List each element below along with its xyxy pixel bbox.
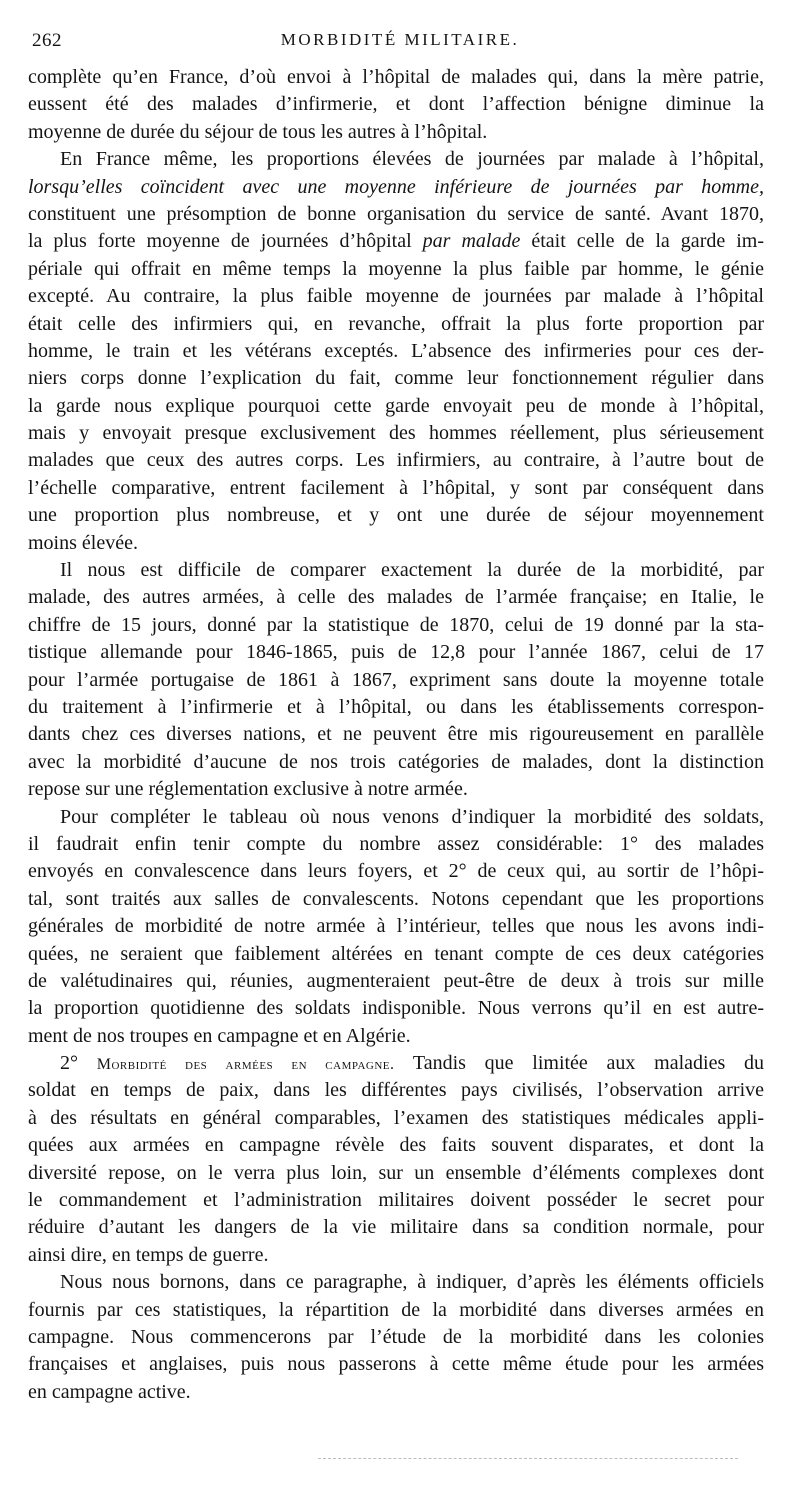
text-line: générales de morbidité de notre armée à l’intérieur, telles que nous les avons indi- xyxy=(28,915,764,938)
text-line: fournis par ces statistiques, la répartition de la morbidité dans diverses armées en xyxy=(28,1298,764,1321)
text-line: tistique allemande pour 1846-1865, puis de 12,8 pour l’année 1867, celui de 17 xyxy=(28,641,764,664)
footer-rule xyxy=(318,1458,738,1459)
text-line: françaises et anglaises, puis nous passerons à cette même étude pour les armées xyxy=(28,1353,764,1376)
text-line: Il nous est difficile de comparer exactement la durée de la morbidité, par xyxy=(60,559,764,582)
text-line: réduire d’autant les dangers de la vie militaire dans sa condition normale, pour xyxy=(28,1216,764,1239)
text-line: ainsi dire, en temps de guerre. xyxy=(28,1243,269,1266)
text-line: moins élevée. xyxy=(28,531,138,554)
text-line: malade, des autres armées, à celle des malades de l’armée française; en Italie, le xyxy=(28,586,764,609)
text-line: quées, ne seraient que faiblement altérées en tenant compte de ces deux catégories xyxy=(28,942,764,965)
text-line: de valétudinaires qui, réunies, augmenteraient peut-être de deux à trois sur mille xyxy=(28,969,764,992)
text-line: tal, sont traités aux salles de convalescents. Notons cependant que les proportions xyxy=(28,887,764,910)
text-line: à des résultats en général comparables, l’examen des statistiques médicales appli- xyxy=(28,1106,764,1129)
text-line: il faudrait enfin tenir compte du nombre assez considérable: 1° des malades xyxy=(28,832,764,855)
text-run: était celle de la garde im- xyxy=(520,230,764,253)
text-line: constituent une présomption de bonne organisation du service de santé. Avant 1870, xyxy=(28,202,764,225)
text-line: eussent été des malades d’infirmerie, et dont l’affection bénigne diminue la xyxy=(28,93,764,116)
page-number: 262 xyxy=(32,30,62,51)
text-line: soldat en temps de paix, dans les différentes pays civilisés, l’observation arrive xyxy=(28,1079,764,1102)
text-line: homme, le train et les vétérans exceptés. L’absence des infirmeries pour ces der- xyxy=(28,339,764,362)
text-line: moyenne de durée du séjour de tous les autres à l’hôpital. xyxy=(28,120,488,143)
running-title: MORBIDITÉ MILITAIRE. xyxy=(280,30,520,49)
text-line: la proportion quotidienne des soldats indisponible. Nous verrons qu’il en est autre- xyxy=(28,997,764,1020)
text-line: du traitement à l’infirmerie et à l’hôpital, ou dans les établissements correspon- xyxy=(28,695,764,718)
text-line: mais y envoyait presque exclusivement des hommes réellement, plus sérieusement xyxy=(28,422,764,445)
text-line: périale qui offrait en même temps la moyenne la plus faible par homme, le génie xyxy=(28,257,764,280)
text-line: pour l’armée portugaise de 1861 à 1867, expriment sans doute la moyenne totale xyxy=(28,668,764,691)
text-line: excepté. Au contraire, la plus faible moyenne de journées par malade à l’hôpital xyxy=(28,285,764,308)
section-heading: Morbidité des armées en campagne. xyxy=(96,1056,395,1074)
text-line: campagne. Nous commencerons par l’étude de la morbidité dans les colonies xyxy=(28,1325,764,1348)
text-line: En France même, les proportions élevées de journées par malade à l’hôpital, xyxy=(60,148,764,171)
text-line: l’échelle comparative, entrent facilement à l’hôpital, y sont par conséquent dans xyxy=(28,476,764,499)
text-line: lorsqu’elles coïncident avec une moyenne inférieure de journées par homme, xyxy=(28,175,764,198)
text-line: Pour compléter le tableau où nous venons d’indiquer la morbidité des soldats, xyxy=(60,805,764,828)
text-run: Tandis que limitée aux maladies du xyxy=(394,1052,764,1075)
text-line: était celle des infirmiers qui, en revanche, offrait la plus forte proportion par xyxy=(28,312,764,335)
text-run: 2° xyxy=(60,1052,97,1075)
text-line: Nous nous bornons, dans ce paragraphe, à indiquer, d’après les éléments officiels xyxy=(60,1271,764,1294)
body-text xyxy=(28,64,764,1406)
text-line: repose sur une réglementation exclusive à notre armée. xyxy=(28,778,468,801)
text-run: la plus forte moyenne de journées d’hôpital xyxy=(28,230,423,253)
text-line: ment de nos troupes en campagne et en Algérie. xyxy=(28,1024,411,1047)
text-line: diversité repose, on le verra plus loin, sur un ensemble d’éléments complexes dont xyxy=(28,1161,764,1184)
text-line: en campagne active. xyxy=(28,1380,191,1403)
text-line: quées aux armées en campagne révèle des faits souvent disparates, et dont la xyxy=(28,1134,764,1157)
text-line: avec la morbidité d’aucune de nos trois catégories de malades, dont la distinction xyxy=(28,750,764,773)
text-line: la garde nous explique pourquoi cette garde envoyait peu de monde à l’hôpital, xyxy=(28,394,764,417)
text-line: une proportion plus nombreuse, et y ont une durée de séjour moyennement xyxy=(28,504,764,527)
text-line: chiffre de 15 jours, donné par la statistique de 1870, celui de 19 donné par la sta- xyxy=(28,613,764,636)
text-line: niers corps donne l’explication du fait, comme leur fonctionnement régulier dans xyxy=(28,367,764,390)
page-header xyxy=(26,30,774,56)
emphasis: par malade xyxy=(422,230,521,253)
text-line: complète qu’en France, d’où envoi à l’hôpital de malades qui, dans la mère patrie, xyxy=(28,66,764,88)
text-line: malades que ceux des autres corps. Les infirmiers, au contraire, à l’autre bout de xyxy=(28,449,764,472)
text-line: le commandement et l’administration militaires doivent posséder le secret pour xyxy=(28,1189,764,1212)
text-line xyxy=(28,228,764,255)
text-line xyxy=(28,1050,764,1077)
text-line: dants chez ces diverses nations, et ne peuvent être mis rigoureusement en parallèle xyxy=(28,723,764,746)
text-line: envoyés en convalescence dans leurs foyers, et 2° de ceux qui, au sortir de l’hôpi- xyxy=(28,860,764,883)
